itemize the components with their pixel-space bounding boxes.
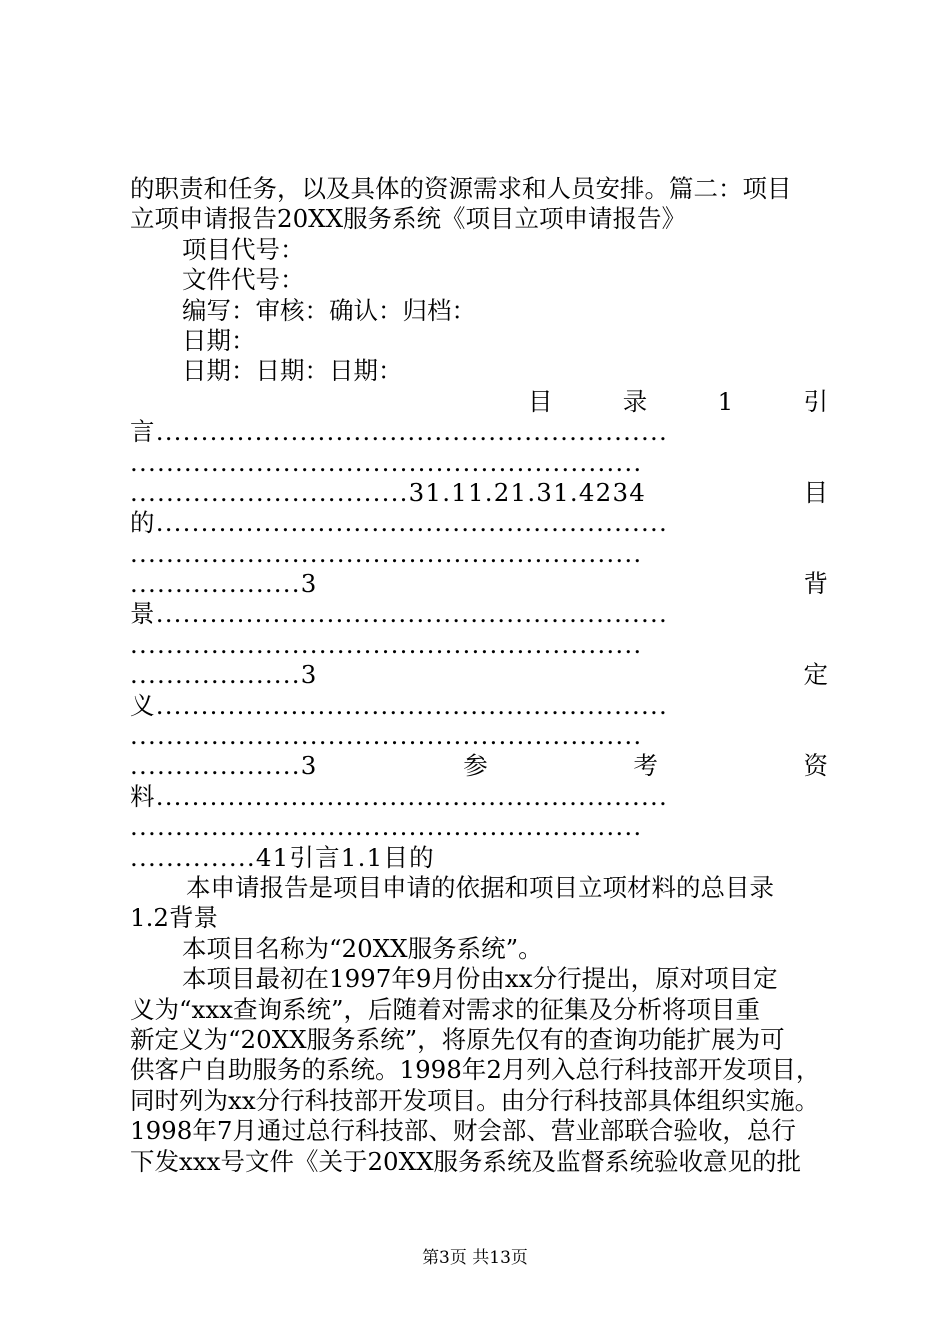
toc-heading [130,387,828,417]
toc-row: ......................................................... [130,812,643,842]
toc-leader: ...................3 [130,751,318,781]
toc-row [130,569,828,599]
toc-row: ......................................................... [130,538,643,568]
project-code-label: 项目代号： [182,234,305,264]
paragraph-line: 下发xxx号文件《关于20XX服务系统及监督系统验收意见的批 [130,1146,802,1176]
toc-heading-word: 目 [528,386,553,416]
page-content [130,174,828,1177]
toc-row: 料......................................................... [130,781,669,811]
toc-entry: 目 [803,477,828,507]
text: 的职责和任务，以及具体的资源需求和人员安排。篇二：项目 [130,174,792,203]
toc-heading-word: 录 [622,386,648,416]
toc-leader: ...................3 [130,569,318,599]
paragraph-line: 本申请报告是项目申请的依据和项目立项材料的总目录 [186,872,774,902]
toc-row: ......................................................... [130,721,643,751]
paragraph-line: 新定义为“20XX服务系统”，将原先仅有的查询功能扩展为可 [130,1024,785,1054]
paragraph-line: 本项目名称为“20XX服务系统”。 [182,933,543,963]
paragraph-line: 1998年7月通过总行科技部、财会部、营业部联合验收，总行 [130,1116,796,1146]
file-code-label: 文件代号： [182,265,305,295]
paragraph-line: 供客户自助服务的系统。1998年2月列入总行科技部开发项目， [130,1055,821,1085]
toc-row [130,751,828,781]
toc-row: ......................................................... [130,629,643,659]
toc-heading-word: 引 [803,386,828,416]
toc-entry: 参 [463,751,488,781]
toc-row: 言......................................................... [130,417,669,447]
toc-row: ..............41引言1.1目的 [130,842,435,872]
text-line [130,204,828,234]
toc-entry: 背 [803,569,828,599]
toc-row [130,478,828,508]
page-number-footer: 第3页 共13页 [422,1248,528,1268]
toc-leader: ...............................31.11.21.31.4234 [130,477,647,507]
toc-entry: 考 [633,751,658,781]
toc-entry: 资 [803,751,828,781]
paragraph-line: 同时列为xx分行科技部开发项目。由分行科技部具体组织实施。 [130,1085,820,1115]
toc-row: 义......................................................... [130,690,669,720]
toc-row: 景......................................................... [130,599,669,629]
date-label: 日期： [182,325,256,355]
signoff-labels: 编写：审核：确认：归档： [182,295,476,325]
toc-entry: 定 [803,660,828,690]
text-line [130,174,828,204]
dates-labels: 日期：日期：日期： [182,356,403,386]
toc-row [130,660,828,690]
toc-heading-word: 1 [717,386,734,416]
paragraph-line: 本项目最初在1997年9月份由xx分行提出，原对项目定 [182,964,778,994]
toc-row: 的......................................................... [130,508,669,538]
paragraph-line: 义为“xxx查询系统”，后随着对需求的征集及分析将项目重 [130,994,760,1024]
text: 立项申请报告20XX服务系统《项目立项申请报告》 [130,204,687,234]
toc-leader: ...................3 [130,660,318,690]
section-heading: 1.2背景 [130,903,218,933]
toc-row: ......................................................... [130,447,643,477]
